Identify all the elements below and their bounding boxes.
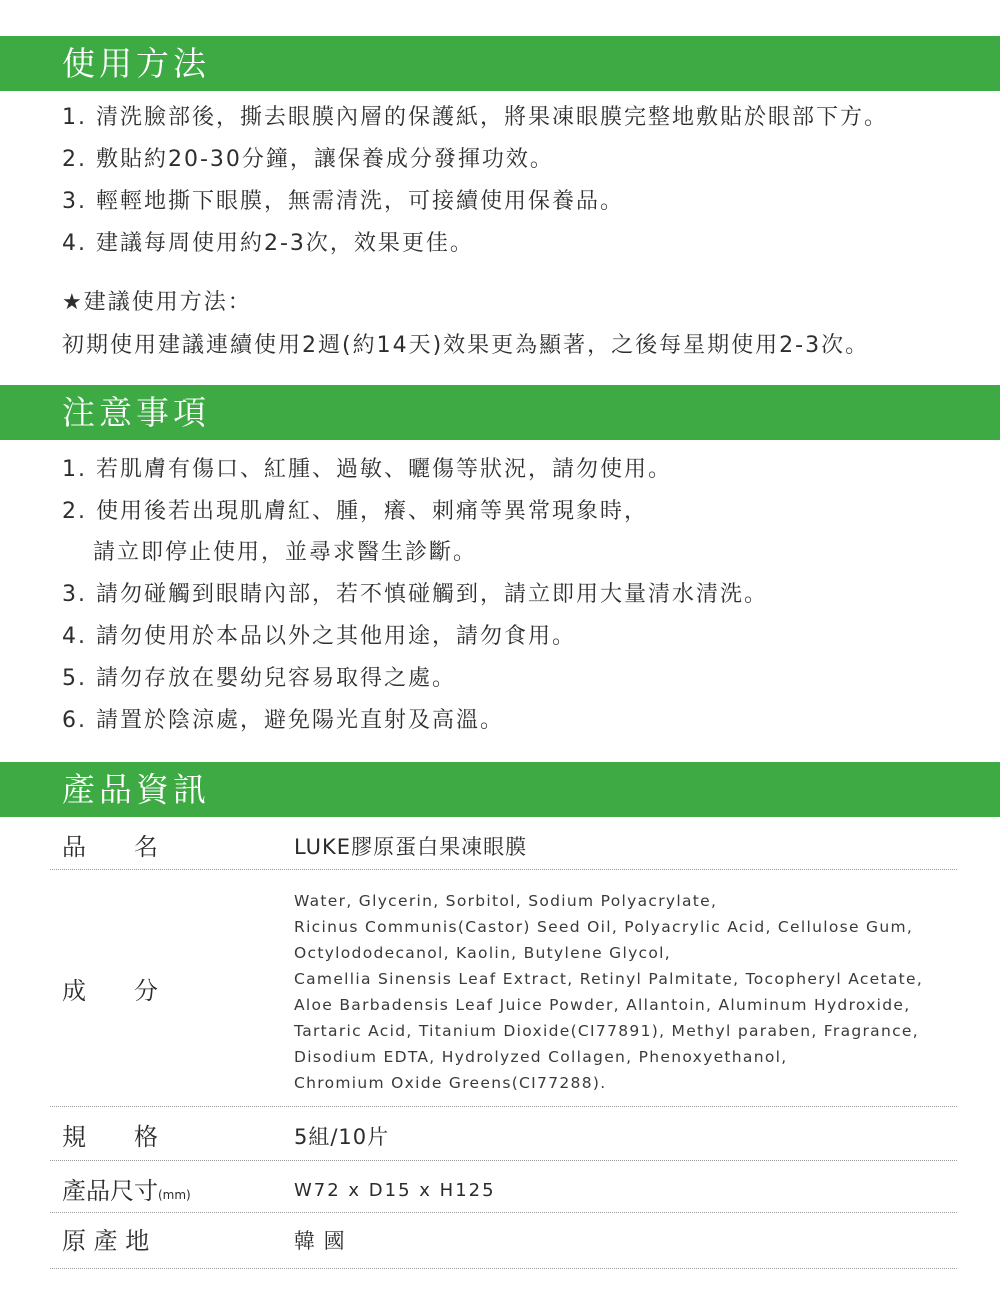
divider: [50, 1160, 957, 1161]
usage-header-bar: [0, 36, 1000, 91]
usage-step-3: 3. 輕輕地撕下眼膜，無需清洗，可接續使用保養品。: [62, 189, 624, 214]
divider: [50, 869, 957, 870]
cautions-title: 注意事項: [62, 393, 210, 432]
size-value: W72 x D15 x H125: [294, 1180, 496, 1201]
divider: [50, 1212, 957, 1213]
caution-item-2-cont: 請立即停止使用，並尋求醫生診斷。: [93, 540, 478, 565]
product-name-label: 品 名: [62, 833, 158, 861]
usage-title: 使用方法: [62, 44, 210, 83]
ingredients-label: 成 分: [62, 977, 158, 1005]
ingredients-line: Disodium EDTA, Hydrolyzed Collagen, Phenoxyethanol,: [294, 1048, 788, 1066]
spec-value: 5組/10片: [294, 1125, 390, 1149]
usage-step-2: 2. 敷貼約20-30分鐘，讓保養成分發揮功效。: [62, 147, 554, 172]
ingredients-line: Chromium Oxide Greens(CI77288).: [294, 1074, 607, 1092]
caution-item-2: 2. 使用後若出現肌膚紅、腫，癢、刺痛等異常現象時，: [62, 499, 648, 524]
ingredients-line: Aloe Barbadensis Leaf Juice Powder, Allantoin, Aluminum Hydroxide,: [294, 996, 911, 1014]
product-name-value: LUKE膠原蛋白果凍眼膜: [294, 835, 528, 859]
usage-step-1: 1. 清洗臉部後，撕去眼膜內層的保護紙，將果凍眼膜完整地敷貼於眼部下方。: [62, 105, 888, 130]
cautions-header-bar: [0, 385, 1000, 440]
divider: [50, 1268, 957, 1269]
usage-tip-text: 初期使用建議連續使用2週(約14天)效果更為顯著，之後每星期使用2-3次。: [62, 333, 870, 358]
origin-label: 原 產 地: [62, 1227, 150, 1255]
ingredients-line: Water, Glycerin, Sorbitol, Sodium Polyacrylate,: [294, 892, 718, 910]
product-info-title: 產品資訊: [62, 770, 210, 809]
caution-item-6: 6. 請置於陰涼處，避免陽光直射及高溫。: [62, 708, 504, 733]
caution-item-3: 3. 請勿碰觸到眼睛內部，若不慎碰觸到，請立即用大量清水清洗。: [62, 582, 768, 607]
caution-item-1: 1. 若肌膚有傷口、紅腫、過敏、曬傷等狀況，請勿使用。: [62, 457, 672, 482]
product-info-header-bar: [0, 762, 1000, 817]
size-unit: (mm): [158, 1188, 191, 1202]
origin-value: 韓 國: [294, 1229, 346, 1253]
ingredients-line: Camellia Sinensis Leaf Extract, Retinyl Palmitate, Tocopheryl Acetate,: [294, 970, 924, 988]
divider: [50, 1106, 957, 1107]
ingredients-line: Octylododecanol, Kaolin, Butylene Glycol,: [294, 944, 671, 962]
ingredients-line: Ricinus Communis(Castor) Seed Oil, Polyacrylic Acid, Cellulose Gum,: [294, 918, 914, 936]
caution-item-4: 4. 請勿使用於本品以外之其他用途，請勿食用。: [62, 624, 576, 649]
ingredients-list: [294, 888, 954, 1096]
caution-item-5: 5. 請勿存放在嬰幼兒容易取得之處。: [62, 666, 456, 691]
ingredients-line: Tartaric Acid, Titanium Dioxide(CI77891), Methyl paraben, Fragrance,: [294, 1022, 919, 1040]
usage-step-4: 4. 建議每周使用約2-3次，效果更佳。: [62, 231, 474, 256]
usage-tip-heading: ★建議使用方法：: [62, 290, 252, 315]
spec-label: 規 格: [62, 1123, 158, 1151]
size-label-text: 產品尺寸: [62, 1177, 158, 1205]
size-label: [62, 1176, 191, 1210]
